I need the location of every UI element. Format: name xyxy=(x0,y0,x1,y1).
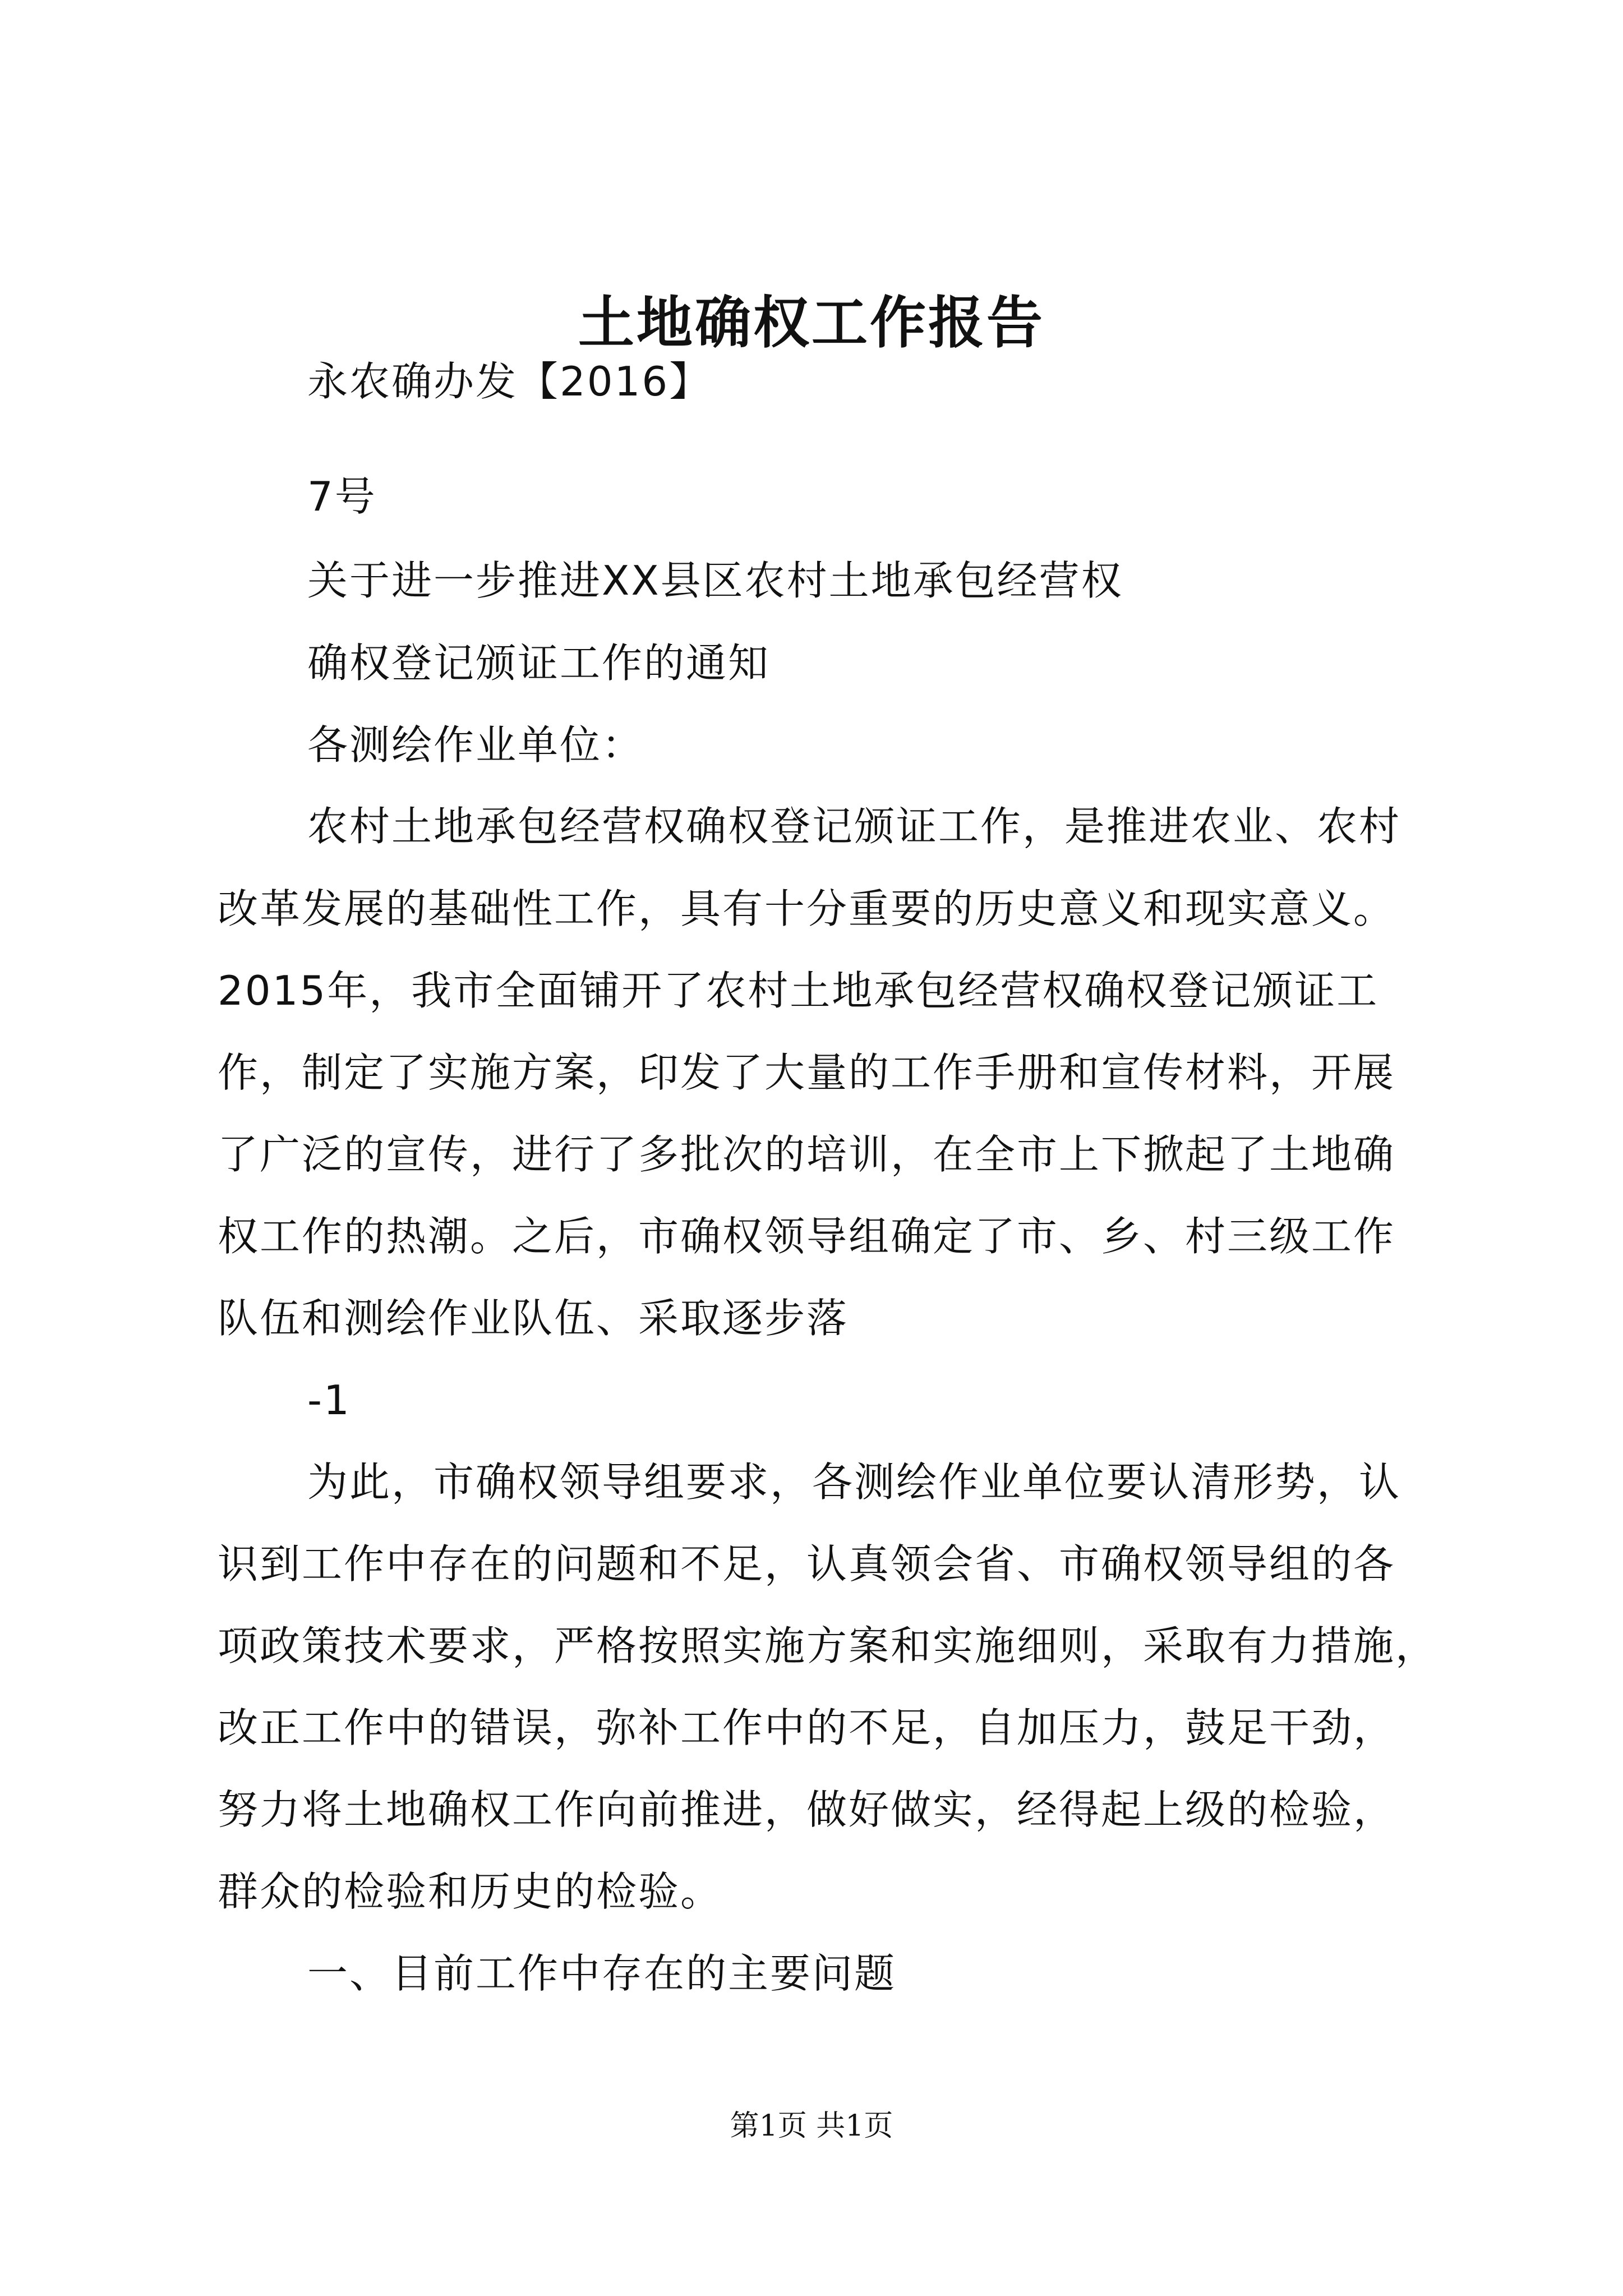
doc-number-line-1: 永农确办发【2016】 xyxy=(307,358,712,405)
paragraph-2-line: 为此，市确权领导组要求，各测绘作业单位要认清形势，认 xyxy=(307,1458,1401,1506)
paragraph-2-line: 改正工作中的错误，弥补工作中的不足，自加压力，鼓足干劲， xyxy=(218,1704,1396,1751)
paragraph-1-line: 农村土地承包经营权确权登记颁证工作，是推进农业、农村 xyxy=(307,803,1401,850)
paragraph-1-line: 了广泛的宣传，进行了多批次的培训，在全市上下掀起了土地确 xyxy=(218,1131,1396,1178)
paragraph-2-line: 群众的检验和历史的检验。 xyxy=(218,1868,723,1915)
addressee: 各测绘作业单位： xyxy=(307,721,644,769)
subject-line-1: 关于进一步推进XX县区农村土地承包经营权 xyxy=(307,557,1123,604)
paragraph-1-line: 队伍和测绘作业队伍、采取逐步落 xyxy=(218,1295,849,1342)
paragraph-1-line: 权工作的热潮。之后，市确权领导组确定了市、乡、村三级工作 xyxy=(218,1213,1396,1260)
section-heading: 一、目前工作中存在的主要问题 xyxy=(307,1950,897,1997)
paragraph-2-line: 项政策技术要求，严格按照实施方案和实施细则，采取有力措施， xyxy=(218,1622,1438,1669)
page-footer: 第1页 共1页 xyxy=(730,2109,893,2143)
paragraph-2-line: 识到工作中存在的问题和不足，认真领会省、市确权领导组的各 xyxy=(218,1540,1396,1588)
paragraph-1-line: 2015年，我市全面铺开了农村土地承包经营权确权登记颁证工 xyxy=(218,967,1379,1014)
doc-number-line-2: 7号 xyxy=(307,473,377,520)
document-title: 土地确权工作报告 xyxy=(578,289,1045,356)
paragraph-1-line: 作，制定了实施方案，印发了大量的工作手册和宣传材料，开展 xyxy=(218,1049,1396,1096)
paragraph-2-line: 努力将土地确权工作向前推进，做好做实，经得起上级的检验， xyxy=(218,1786,1396,1833)
page-marker: -1 xyxy=(307,1377,351,1424)
subject-line-2: 确权登记颁证工作的通知 xyxy=(307,639,771,687)
paragraph-1-line: 改革发展的基础性工作，具有十分重要的历史意义和现实意义。 xyxy=(218,885,1396,932)
